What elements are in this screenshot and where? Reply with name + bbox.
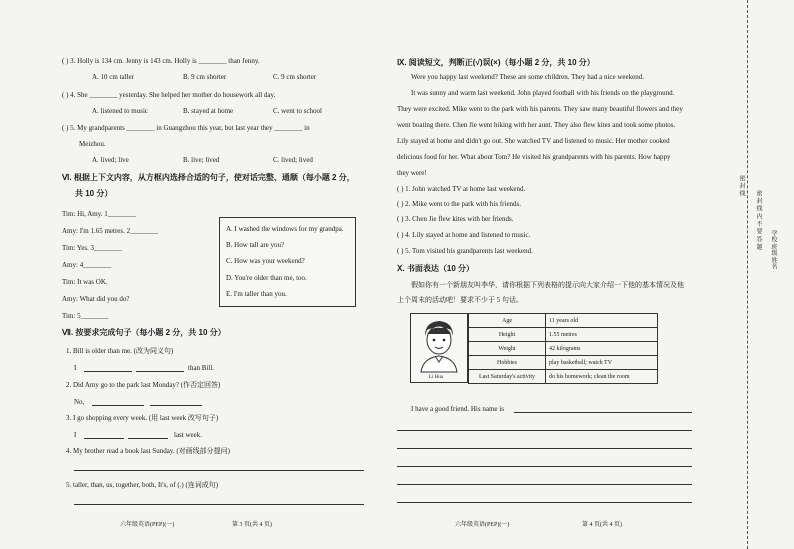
writing-line-2[interactable] bbox=[397, 448, 692, 449]
answer-blank-3b[interactable] bbox=[128, 438, 168, 439]
options-box bbox=[219, 217, 356, 307]
binder-text-3: 密 封 线 bbox=[738, 175, 744, 197]
li-hua-photo bbox=[410, 313, 468, 383]
rewrite-q1: 1. Bill is older than me. (改为同义句) bbox=[66, 347, 174, 355]
dialog-line-5: Tim: It was OK. bbox=[62, 278, 108, 286]
rewrite-q4: 4. My brother read a book last Sunday. (对画线部分提问) bbox=[66, 447, 231, 455]
box-option-a: A. I washed the windows for my grandpa. bbox=[226, 225, 344, 233]
table-key: Weight bbox=[469, 342, 546, 356]
table-row bbox=[469, 342, 658, 356]
q3-option-b: B. 9 cm shorter bbox=[183, 73, 227, 81]
question-4: ( ) 4. She ________ yesterday. She helped her mother do housework all day. bbox=[62, 91, 276, 99]
question-3: ( ) 3. Holly is 134 cm. Jenny is 143 cm. Holly is ________ than Jenny. bbox=[62, 57, 260, 65]
section-7-title: Ⅶ. 按要求完成句子（每小题 2 分，共 10 分） bbox=[62, 328, 226, 337]
binder-text-2: 密 封 线 内 不 要 答 题 bbox=[755, 190, 761, 250]
box-option-b: B. How tall are you? bbox=[226, 241, 285, 249]
judge-5: ( ) 5. Tom visited his grandparents last weekend. bbox=[397, 247, 533, 255]
footer-right-title: 六年级英语(PEP)(一) bbox=[455, 522, 510, 528]
writing-start: I have a good friend. His name is bbox=[411, 405, 504, 413]
rewrite-q2: 2. Did Amy go to the park last Monday? (作否定回答) bbox=[66, 381, 221, 389]
passage-line-7: they were! bbox=[397, 169, 427, 177]
table-value: 11 years old bbox=[546, 314, 658, 328]
passage-line-5: Lily stayed at home and didn't go out. She watched TV and listened to music. Her mother cooked bbox=[397, 137, 670, 145]
rewrite-a3-prefix: I bbox=[74, 431, 77, 439]
dialog-line-7: Tim: 5________ bbox=[62, 312, 109, 320]
table-value: do his homework; clean the room bbox=[546, 370, 658, 384]
q4-option-a: A. listened to music bbox=[92, 107, 148, 115]
section-6-title-cont: 共 10 分） bbox=[75, 189, 113, 198]
rewrite-q3: 3. I go shopping every week. (用 last week 改写句子) bbox=[66, 414, 219, 422]
rewrite-a2-prefix: No, bbox=[74, 398, 85, 406]
answer-blank-1b[interactable] bbox=[136, 371, 184, 372]
dialog-line-6: Amy: What did you do? bbox=[62, 295, 130, 303]
table-value: play basketball; watch TV bbox=[546, 356, 658, 370]
writing-prompt-2: 上个周末的活动吧！要求不少于 5 句话。 bbox=[397, 296, 523, 304]
binding-strip bbox=[735, 0, 794, 549]
section-10-title: Ⅹ. 书面表达（10 分） bbox=[397, 264, 475, 273]
passage-line-4: went boating there. Chen Jie went hiking with her aunt. They also flew kites and took some photos. bbox=[397, 121, 676, 129]
q4-option-c: C. went to school bbox=[273, 107, 322, 115]
question-5-cont: Meizhou. bbox=[79, 140, 106, 148]
writing-line-5[interactable] bbox=[397, 502, 692, 503]
box-option-e: E. I'm taller than you. bbox=[226, 290, 287, 298]
q3-option-a: A. 10 cm taller bbox=[92, 73, 134, 81]
q5-option-a: A. lived; live bbox=[92, 156, 129, 164]
passage-line-3: They were excited. Mike went to the park with his parents. They saw many beautiful flowers and they bbox=[397, 105, 683, 113]
writing-line-1[interactable] bbox=[397, 430, 692, 431]
table-key: Hobbies bbox=[469, 356, 546, 370]
box-option-c: C. How was your weekend? bbox=[226, 257, 305, 265]
judge-4: ( ) 4. Lily stayed at home and listened to music. bbox=[397, 231, 531, 239]
passage-line-2: It was sunny and warm last weekend. John played football with his friends on the playground. bbox=[411, 89, 675, 97]
rewrite-q5: 5. taller, than, us, together, both, It's, of (.) (连词成句) bbox=[66, 481, 219, 489]
answer-line-5[interactable] bbox=[74, 504, 364, 505]
dialog-line-2: Amy: I'm 1.65 metres. 2________ bbox=[62, 227, 159, 235]
q5-option-c: C. lived; lived bbox=[273, 156, 313, 164]
dialog-line-1: Tim: Hi, Amy. 1________ bbox=[62, 210, 136, 218]
footer-left-title: 六年级英语(PEP)(一) bbox=[120, 522, 175, 528]
table-value: 1.55 metres bbox=[546, 328, 658, 342]
writing-line-4[interactable] bbox=[397, 484, 692, 485]
rewrite-a1-suffix: than Bill. bbox=[188, 364, 215, 372]
photo-caption: Li Hua bbox=[429, 375, 444, 380]
answer-blank-1a[interactable] bbox=[84, 371, 132, 372]
section-9-title: Ⅸ. 阅读短文，判断正(√)误(×)（每小题 2 分，共 10 分） bbox=[397, 58, 595, 67]
passage-line-1: Were you happy last weekend? These are some children. They had a nice weekend. bbox=[411, 73, 644, 81]
table-key: Age bbox=[469, 314, 546, 328]
footer-right-page: 第 4 页(共 4 页) bbox=[582, 522, 622, 528]
dialog-line-4: Amy: 4________ bbox=[62, 261, 112, 269]
judge-1: ( ) 1. John watched TV at home last weekend. bbox=[397, 185, 526, 193]
binder-text-1: 学校 班级 姓名 bbox=[770, 230, 776, 270]
rewrite-a1-prefix: I bbox=[74, 364, 77, 372]
table-key: Height bbox=[469, 328, 546, 342]
answer-blank-2a[interactable] bbox=[92, 405, 144, 406]
table-row bbox=[469, 356, 658, 370]
dialog-line-3: Tim: Yes. 3________ bbox=[62, 244, 123, 252]
judge-2: ( ) 2. Mike went to the park with his friends. bbox=[397, 200, 522, 208]
question-5: ( ) 5. My grandparents ________ in Guangzhou this year, but last year they ________ in bbox=[62, 124, 310, 132]
box-option-d: D. You're older than me, too. bbox=[226, 274, 307, 282]
section-6-title: Ⅵ. 根据上下文内容，从方框内选择合适的句子，使对话完整、通顺（每小题 2 分， bbox=[62, 173, 355, 182]
answer-blank-3a[interactable] bbox=[84, 438, 124, 439]
passage-line-6: delicious food for her. What about Tom? He visited his grandparents with his parents. How happy bbox=[397, 153, 671, 161]
writing-line-0[interactable] bbox=[514, 412, 692, 413]
q5-option-b: B. live; lived bbox=[183, 156, 220, 164]
q3-option-c: C. 9 cm shorter bbox=[273, 73, 317, 81]
left-page bbox=[0, 0, 385, 549]
table-value: 42 kilograms bbox=[546, 342, 658, 356]
footer-left-page: 第 3 页(共 4 页) bbox=[232, 522, 272, 528]
table-key: Last Saturday's activity bbox=[469, 370, 546, 384]
table-row bbox=[469, 314, 658, 328]
info-table bbox=[468, 313, 658, 384]
writing-line-3[interactable] bbox=[397, 466, 692, 467]
q4-option-b: B. stayed at home bbox=[183, 107, 234, 115]
judge-3: ( ) 3. Chen Jie flew kites with her friends. bbox=[397, 215, 514, 223]
boy-portrait-icon bbox=[411, 314, 467, 382]
answer-line-4[interactable] bbox=[74, 470, 364, 471]
rewrite-a3-suffix: last week. bbox=[174, 431, 202, 439]
table-row bbox=[469, 370, 658, 384]
writing-prompt-1: 假如你有一个新朋友叫李华，请你根据下列表格的提示向大家介绍一下他的基本情况及他 bbox=[411, 281, 684, 289]
table-row bbox=[469, 328, 658, 342]
answer-blank-2b[interactable] bbox=[150, 405, 202, 406]
cut-line bbox=[747, 0, 748, 549]
